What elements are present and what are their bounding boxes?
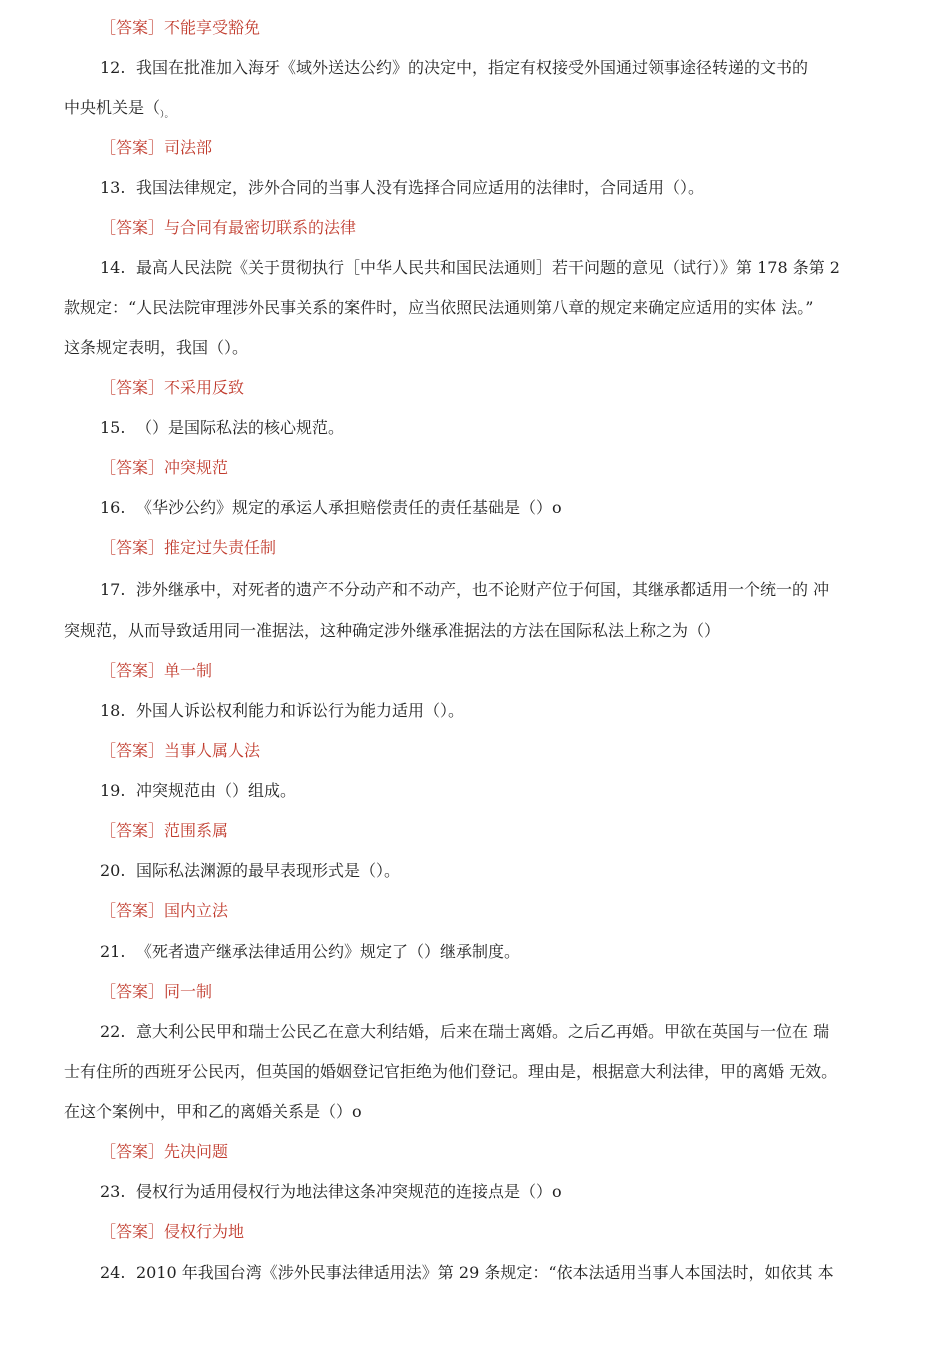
question-text: 涉外继承中，对死者的遗产不分动产和不动产，也不论财产位于何国，其继承都适用一个统一的 冲 (136, 580, 830, 599)
answer-11: ［答案］不能享受豁免 (100, 18, 261, 37)
answer-20: ［答案］国内立法 (100, 901, 229, 920)
question-number: 18. (100, 701, 126, 720)
answer-18: ［答案］当事人属人法 (100, 741, 261, 760)
question-text: 《华沙公约》规定的承运人承担赔偿责任的责任基础是（）o (136, 498, 562, 517)
question-number: 12. (100, 58, 126, 77)
question-23 (100, 1181, 562, 1203)
question-14-line-3: 这条规定表明，我国（）。 (64, 338, 249, 357)
answer-14: ［答案］不采用反致 (100, 378, 245, 397)
question-number: 21. (100, 942, 126, 961)
answer-17: ［答案］单一制 (100, 661, 213, 680)
question-text: 国际私法渊源的最早表现形式是（）。 (136, 861, 401, 880)
answer-22: ［答案］先决问题 (100, 1142, 229, 1161)
question-number: 17. (100, 580, 126, 599)
question-text: 中央机关是（ (64, 98, 161, 117)
question-text: 我国在批准加入海牙《域外送达公约》的决定中，指定有权接受外国通过领事途径转递的文书的 (136, 58, 809, 77)
question-number: 14. (100, 258, 126, 277)
answer-15: ［答案］冲突规范 (100, 458, 229, 477)
question-14-line-2: 款规定：“人民法院审理涉外民事关系的案件时，应当依照民法通则第八章的规定来确定应适用的实体 法。” (64, 298, 814, 317)
question-number: 16. (100, 498, 126, 517)
question-number: 20. (100, 861, 126, 880)
answer-21: ［答案］同一制 (100, 982, 213, 1001)
answer-23: ［答案］侵权行为地 (100, 1222, 245, 1241)
question-22-line-2: 士有住所的西班牙公民丙，但英国的婚姻登记官拒绝为他们登记。理由是，根据意大利法律，甲的离婚 无效。 (64, 1062, 838, 1081)
question-17-line-1 (100, 579, 829, 601)
question-13 (100, 177, 704, 199)
question-17-line-2: 突规范，从而导致适用同一准据法，这种确定涉外继承准据法的方法在国际私法上称之为（） (64, 621, 721, 640)
question-number: 19. (100, 781, 126, 800)
question-22-line-1 (100, 1021, 829, 1043)
question-12-line-2 (64, 97, 174, 126)
question-text: 《死者遗产继承法律适用公约》规定了（）继承制度。 (136, 942, 521, 961)
question-text-small: ）。 (160, 110, 174, 120)
question-text: 冲突规范由（）组成。 (136, 781, 297, 800)
question-15 (100, 417, 344, 439)
question-14-line-1 (100, 257, 840, 279)
question-24-line-1 (100, 1262, 834, 1284)
question-text: 我国法律规定，涉外合同的当事人没有选择合同应适用的法律时，合同适用（）。 (136, 178, 705, 197)
question-text: 外国人诉讼权利能力和诉讼行为能力适用（）。 (136, 701, 465, 720)
question-text: （）是国际私法的核心规范。 (136, 418, 345, 437)
question-text: 意大利公民甲和瑞士公民乙在意大利结婚，后来在瑞士离婚。之后乙再婚。甲欲在英国与一位在 瑞 (136, 1022, 830, 1041)
question-19 (100, 780, 296, 802)
question-number: 15. (100, 418, 126, 437)
answer-12: ［答案］司法部 (100, 138, 213, 157)
question-16 (100, 497, 562, 519)
question-number: 13. (100, 178, 126, 197)
question-20 (100, 860, 400, 882)
question-number: 22. (100, 1022, 126, 1041)
question-22-line-3: 在这个案例中，甲和乙的离婚关系是（）o (64, 1102, 362, 1121)
question-text: 侵权行为适用侵权行为地法律这条冲突规范的连接点是（）o (136, 1182, 562, 1201)
question-21 (100, 941, 520, 963)
question-18 (100, 700, 464, 722)
answer-13: ［答案］与合同有最密切联系的法律 (100, 218, 357, 237)
question-12-line-1 (100, 57, 808, 79)
answer-19: ［答案］范围系属 (100, 821, 229, 840)
answer-16: ［答案］推定过失责任制 (100, 538, 277, 557)
question-number: 23. (100, 1182, 126, 1201)
question-number: 24. (100, 1263, 126, 1282)
question-text: 最高人民法院《关于贯彻执行［中华人民共和国民法通则］若干问题的意见（试行）》第 178 条第 2 (136, 258, 840, 277)
question-text: 2010 年我国台湾《涉外民事法律适用法》第 29 条规定：“依本法适用当事人本国法时，如依其 本 (136, 1263, 834, 1282)
